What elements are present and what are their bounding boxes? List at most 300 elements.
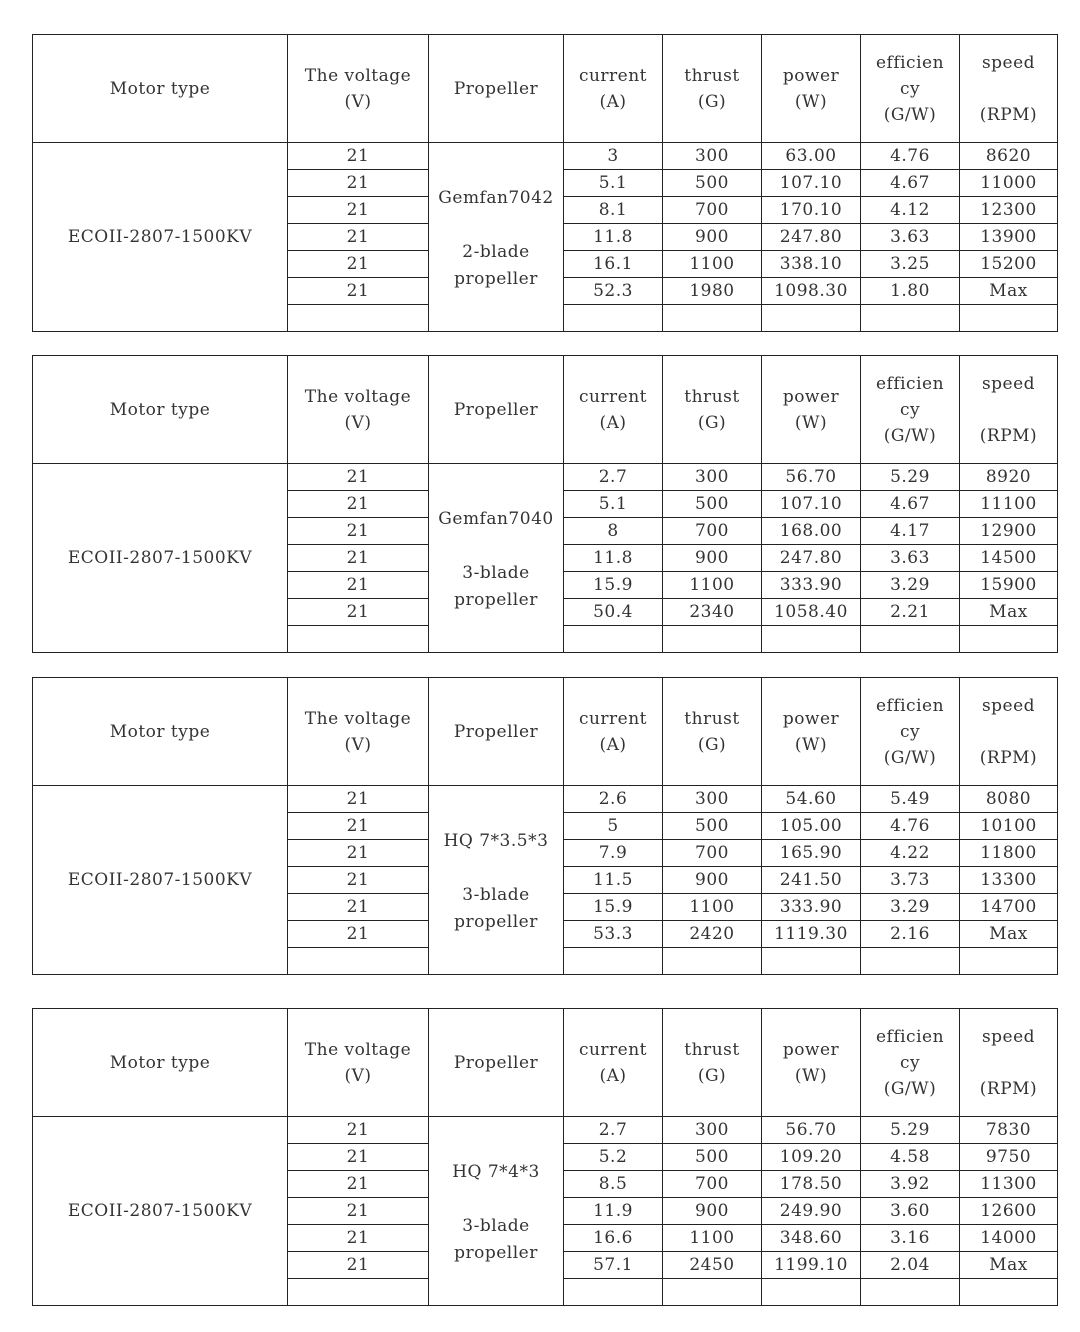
- voltage-cell: 21: [288, 170, 429, 197]
- current-cell: 11.8: [564, 224, 663, 251]
- current-cell: 11.8: [564, 545, 663, 572]
- header-propeller-text: Propeller: [453, 721, 539, 742]
- power-cell: 54.60: [762, 786, 861, 813]
- voltage-cell: 21: [288, 464, 429, 491]
- voltage-cell: 21: [288, 894, 429, 921]
- current-cell: 16.1: [564, 251, 663, 278]
- efficiency-cell: 2.16: [861, 921, 960, 948]
- propeller-label: propeller: [454, 912, 538, 932]
- power-cell: 56.70: [762, 1117, 861, 1144]
- header-power-text: (W): [794, 412, 828, 433]
- speed-cell: 11300: [960, 1171, 1058, 1198]
- header-thrust-text: thrust: [684, 65, 740, 86]
- current-cell: 5: [564, 813, 663, 840]
- motor-type-cell: ECOII-2807-1500KV: [33, 786, 288, 975]
- header-motor-type: [33, 678, 288, 786]
- efficiency-cell: [861, 948, 960, 975]
- efficiency-cell: 2.21: [861, 599, 960, 626]
- header-speed-text: speed: [981, 1026, 1036, 1047]
- power-cell: 247.80: [762, 224, 861, 251]
- thrust-cell: 1100: [663, 251, 762, 278]
- efficiency-cell: [861, 626, 960, 653]
- header-speed-text: (RPM): [979, 425, 1038, 446]
- speed-cell: 14700: [960, 894, 1058, 921]
- speed-cell: 10100: [960, 813, 1058, 840]
- thrust-cell: 300: [663, 464, 762, 491]
- efficiency-cell: 3.25: [861, 251, 960, 278]
- voltage-cell: 21: [288, 1225, 429, 1252]
- thrust-cell: 900: [663, 1198, 762, 1225]
- thrust-cell: 500: [663, 170, 762, 197]
- spacer: [960, 719, 1057, 745]
- header-efficiency-text: efficien: [875, 695, 945, 716]
- current-cell: 8.5: [564, 1171, 663, 1198]
- header-motor-type: [33, 35, 288, 143]
- voltage-cell: 21: [288, 921, 429, 948]
- thrust-cell: 500: [663, 813, 762, 840]
- power-cell: 170.10: [762, 197, 861, 224]
- voltage-cell: 21: [288, 840, 429, 867]
- header-voltage: [288, 678, 429, 786]
- power-cell: 165.90: [762, 840, 861, 867]
- header-thrust-text: (G): [697, 91, 727, 112]
- current-cell: 53.3: [564, 921, 663, 948]
- header-motor-type-text: Motor type: [109, 1052, 211, 1073]
- thrust-cell: 900: [663, 867, 762, 894]
- performance-table: [32, 355, 1058, 653]
- current-cell: 3: [564, 143, 663, 170]
- header-motor-type: [33, 1009, 288, 1117]
- speed-cell: 12600: [960, 1198, 1058, 1225]
- propeller-label: propeller: [454, 269, 538, 289]
- efficiency-cell: 5.49: [861, 786, 960, 813]
- header-current-text: (A): [599, 91, 627, 112]
- current-cell: 5.1: [564, 491, 663, 518]
- power-cell: 168.00: [762, 518, 861, 545]
- header-current: [564, 1009, 663, 1117]
- header-speed: [960, 356, 1058, 464]
- header-efficiency: [861, 35, 960, 143]
- speed-cell: 13300: [960, 867, 1058, 894]
- header-row: [33, 1009, 1058, 1117]
- header-current-text: current: [578, 708, 648, 729]
- thrust-cell: 700: [663, 840, 762, 867]
- header-current-text: (A): [599, 734, 627, 755]
- efficiency-cell: 4.12: [861, 197, 960, 224]
- current-cell: 52.3: [564, 278, 663, 305]
- voltage-cell: 21: [288, 1198, 429, 1225]
- thrust-cell: 700: [663, 1171, 762, 1198]
- speed-cell: 11800: [960, 840, 1058, 867]
- current-cell: [564, 948, 663, 975]
- header-current-text: current: [578, 386, 648, 407]
- header-speed-text: speed: [981, 373, 1036, 394]
- voltage-cell: 21: [288, 143, 429, 170]
- performance-table: [32, 1008, 1058, 1306]
- voltage-cell: 21: [288, 572, 429, 599]
- thrust-cell: 1100: [663, 572, 762, 599]
- header-row: [33, 35, 1058, 143]
- motor-type-cell: ECOII-2807-1500KV: [33, 1117, 288, 1306]
- header-thrust-text: (G): [697, 734, 727, 755]
- header-speed: [960, 35, 1058, 143]
- voltage-cell: 21: [288, 278, 429, 305]
- thrust-cell: [663, 626, 762, 653]
- spacer: [429, 211, 563, 239]
- thrust-cell: 700: [663, 197, 762, 224]
- header-power: [762, 35, 861, 143]
- header-speed-text: (RPM): [979, 747, 1038, 768]
- speed-cell: 8080: [960, 786, 1058, 813]
- table-row: [33, 143, 1058, 170]
- efficiency-cell: 4.67: [861, 491, 960, 518]
- header-row: [33, 356, 1058, 464]
- current-cell: 50.4: [564, 599, 663, 626]
- current-cell: [564, 305, 663, 332]
- power-cell: 63.00: [762, 143, 861, 170]
- efficiency-cell: 4.17: [861, 518, 960, 545]
- header-speed-text: (RPM): [979, 1078, 1038, 1099]
- efficiency-cell: 5.29: [861, 1117, 960, 1144]
- header-voltage-text: (V): [344, 1065, 372, 1086]
- voltage-cell: [288, 948, 429, 975]
- header-motor-type: [33, 356, 288, 464]
- current-cell: 57.1: [564, 1252, 663, 1279]
- thrust-cell: 900: [663, 224, 762, 251]
- propeller-cell: [429, 1117, 564, 1306]
- header-efficiency-text: (G/W): [883, 1078, 937, 1099]
- header-propeller: [429, 1009, 564, 1117]
- power-cell: 1058.40: [762, 599, 861, 626]
- performance-table: [32, 677, 1058, 975]
- header-voltage: [288, 35, 429, 143]
- performance-table: [32, 34, 1058, 332]
- header-voltage-text: The voltage: [304, 65, 412, 86]
- speed-cell: [960, 1279, 1058, 1306]
- power-cell: 178.50: [762, 1171, 861, 1198]
- voltage-cell: 21: [288, 813, 429, 840]
- speed-cell: 8620: [960, 143, 1058, 170]
- header-efficiency: [861, 356, 960, 464]
- header-power: [762, 678, 861, 786]
- header-row: [33, 678, 1058, 786]
- propeller-blades: 3-blade: [462, 1216, 530, 1236]
- efficiency-cell: 4.22: [861, 840, 960, 867]
- voltage-cell: [288, 626, 429, 653]
- header-speed-text: speed: [981, 695, 1036, 716]
- current-cell: 15.9: [564, 572, 663, 599]
- header-thrust: [663, 1009, 762, 1117]
- header-thrust: [663, 356, 762, 464]
- header-efficiency-text: cy: [899, 78, 921, 99]
- speed-cell: 15900: [960, 572, 1058, 599]
- header-efficiency-text: (G/W): [883, 104, 937, 125]
- propeller-name: Gemfan7042: [438, 188, 554, 208]
- thrust-cell: 300: [663, 786, 762, 813]
- header-current: [564, 356, 663, 464]
- header-current-text: current: [578, 65, 648, 86]
- thrust-cell: 1980: [663, 278, 762, 305]
- header-speed-text: (RPM): [979, 104, 1038, 125]
- current-cell: 2.7: [564, 1117, 663, 1144]
- header-thrust-text: (G): [697, 412, 727, 433]
- speed-cell: 14000: [960, 1225, 1058, 1252]
- header-propeller-text: Propeller: [453, 399, 539, 420]
- current-cell: 2.7: [564, 464, 663, 491]
- speed-cell: 7830: [960, 1117, 1058, 1144]
- speed-cell: 12300: [960, 197, 1058, 224]
- speed-cell: Max: [960, 921, 1058, 948]
- header-current-text: (A): [599, 412, 627, 433]
- voltage-cell: 21: [288, 786, 429, 813]
- header-voltage-text: (V): [344, 91, 372, 112]
- current-cell: 15.9: [564, 894, 663, 921]
- power-cell: 107.10: [762, 170, 861, 197]
- current-cell: 8: [564, 518, 663, 545]
- header-efficiency-text: cy: [899, 399, 921, 420]
- current-cell: 8.1: [564, 197, 663, 224]
- power-cell: 1119.30: [762, 921, 861, 948]
- spacer: [960, 397, 1057, 423]
- table-row: [33, 464, 1058, 491]
- speed-cell: [960, 626, 1058, 653]
- header-motor-type-text: Motor type: [109, 78, 211, 99]
- thrust-cell: 2450: [663, 1252, 762, 1279]
- voltage-cell: 21: [288, 197, 429, 224]
- header-voltage-text: The voltage: [304, 708, 412, 729]
- voltage-cell: 21: [288, 491, 429, 518]
- voltage-cell: 21: [288, 1252, 429, 1279]
- header-efficiency-text: (G/W): [883, 425, 937, 446]
- propeller-blades: 2-blade: [462, 242, 530, 262]
- power-cell: 338.10: [762, 251, 861, 278]
- power-cell: [762, 948, 861, 975]
- thrust-cell: 700: [663, 518, 762, 545]
- voltage-cell: 21: [288, 1117, 429, 1144]
- motor-type-cell: ECOII-2807-1500KV: [33, 143, 288, 332]
- efficiency-cell: 3.73: [861, 867, 960, 894]
- header-thrust: [663, 678, 762, 786]
- header-efficiency: [861, 1009, 960, 1117]
- voltage-cell: 21: [288, 251, 429, 278]
- power-cell: 333.90: [762, 894, 861, 921]
- propeller-cell: [429, 143, 564, 332]
- header-current-text: current: [578, 1039, 648, 1060]
- current-cell: 5.2: [564, 1144, 663, 1171]
- header-voltage-text: The voltage: [304, 1039, 412, 1060]
- current-cell: 5.1: [564, 170, 663, 197]
- header-propeller-text: Propeller: [453, 1052, 539, 1073]
- power-cell: 56.70: [762, 464, 861, 491]
- propeller-name: Gemfan7040: [438, 509, 554, 529]
- speed-cell: Max: [960, 278, 1058, 305]
- header-power-text: (W): [794, 91, 828, 112]
- propeller-cell: [429, 464, 564, 653]
- header-thrust-text: thrust: [684, 386, 740, 407]
- power-cell: 241.50: [762, 867, 861, 894]
- header-efficiency-text: cy: [899, 721, 921, 742]
- voltage-cell: [288, 305, 429, 332]
- speed-cell: 13900: [960, 224, 1058, 251]
- efficiency-cell: 4.76: [861, 143, 960, 170]
- spacer: [960, 76, 1057, 102]
- current-cell: [564, 1279, 663, 1306]
- speed-cell: 9750: [960, 1144, 1058, 1171]
- power-cell: [762, 626, 861, 653]
- header-voltage-text: (V): [344, 734, 372, 755]
- voltage-cell: 21: [288, 867, 429, 894]
- efficiency-cell: [861, 305, 960, 332]
- voltage-cell: 21: [288, 518, 429, 545]
- efficiency-cell: 3.63: [861, 545, 960, 572]
- header-speed: [960, 1009, 1058, 1117]
- power-cell: 247.80: [762, 545, 861, 572]
- thrust-cell: 2340: [663, 599, 762, 626]
- header-thrust-text: thrust: [684, 708, 740, 729]
- header-thrust-text: (G): [697, 1065, 727, 1086]
- efficiency-cell: 4.76: [861, 813, 960, 840]
- header-efficiency-text: cy: [899, 1052, 921, 1073]
- spacer: [960, 1050, 1057, 1076]
- thrust-cell: [663, 305, 762, 332]
- speed-cell: 14500: [960, 545, 1058, 572]
- power-cell: 333.90: [762, 572, 861, 599]
- propeller-blades: 3-blade: [462, 885, 530, 905]
- voltage-cell: 21: [288, 599, 429, 626]
- current-cell: 11.9: [564, 1198, 663, 1225]
- table-row: [33, 786, 1058, 813]
- propeller-label: propeller: [454, 590, 538, 610]
- thrust-cell: 900: [663, 545, 762, 572]
- header-current: [564, 35, 663, 143]
- header-speed-text: speed: [981, 52, 1036, 73]
- header-motor-type-text: Motor type: [109, 721, 211, 742]
- header-efficiency-text: efficien: [875, 1026, 945, 1047]
- spacer: [429, 854, 563, 882]
- voltage-cell: 21: [288, 545, 429, 572]
- propeller-name: HQ 7*4*3: [452, 1162, 540, 1182]
- power-cell: 1199.10: [762, 1252, 861, 1279]
- voltage-cell: 21: [288, 224, 429, 251]
- speed-cell: [960, 948, 1058, 975]
- header-thrust: [663, 35, 762, 143]
- table-row: [33, 1117, 1058, 1144]
- efficiency-cell: 4.67: [861, 170, 960, 197]
- current-cell: 2.6: [564, 786, 663, 813]
- efficiency-cell: 3.63: [861, 224, 960, 251]
- thrust-cell: 300: [663, 143, 762, 170]
- efficiency-cell: [861, 1279, 960, 1306]
- thrust-cell: 1100: [663, 894, 762, 921]
- thrust-cell: 300: [663, 1117, 762, 1144]
- header-efficiency-text: efficien: [875, 52, 945, 73]
- speed-cell: 11000: [960, 170, 1058, 197]
- thrust-cell: 500: [663, 1144, 762, 1171]
- power-cell: 249.90: [762, 1198, 861, 1225]
- header-power-text: power: [782, 1039, 840, 1060]
- header-power: [762, 1009, 861, 1117]
- thrust-cell: [663, 948, 762, 975]
- header-power-text: power: [782, 65, 840, 86]
- header-voltage-text: The voltage: [304, 386, 412, 407]
- efficiency-cell: 3.29: [861, 894, 960, 921]
- power-cell: 109.20: [762, 1144, 861, 1171]
- header-motor-type-text: Motor type: [109, 399, 211, 420]
- voltage-cell: 21: [288, 1171, 429, 1198]
- spacer: [429, 532, 563, 560]
- efficiency-cell: 5.29: [861, 464, 960, 491]
- voltage-cell: [288, 1279, 429, 1306]
- power-cell: [762, 305, 861, 332]
- header-voltage-text: (V): [344, 412, 372, 433]
- thrust-cell: 2420: [663, 921, 762, 948]
- current-cell: 16.6: [564, 1225, 663, 1252]
- header-propeller: [429, 35, 564, 143]
- header-voltage: [288, 356, 429, 464]
- current-cell: [564, 626, 663, 653]
- header-thrust-text: thrust: [684, 1039, 740, 1060]
- header-efficiency-text: efficien: [875, 373, 945, 394]
- power-cell: 105.00: [762, 813, 861, 840]
- voltage-cell: 21: [288, 1144, 429, 1171]
- motor-type-cell: ECOII-2807-1500KV: [33, 464, 288, 653]
- propeller-label: propeller: [454, 1243, 538, 1263]
- speed-cell: 12900: [960, 518, 1058, 545]
- speed-cell: 8920: [960, 464, 1058, 491]
- power-cell: 107.10: [762, 491, 861, 518]
- header-speed: [960, 678, 1058, 786]
- spacer: [429, 1185, 563, 1213]
- efficiency-cell: 3.60: [861, 1198, 960, 1225]
- thrust-cell: 500: [663, 491, 762, 518]
- header-current: [564, 678, 663, 786]
- header-propeller-text: Propeller: [453, 78, 539, 99]
- header-power-text: power: [782, 708, 840, 729]
- header-propeller: [429, 356, 564, 464]
- propeller-name: HQ 7*3.5*3: [443, 831, 549, 851]
- efficiency-cell: 3.16: [861, 1225, 960, 1252]
- speed-cell: Max: [960, 599, 1058, 626]
- header-efficiency-text: (G/W): [883, 747, 937, 768]
- efficiency-cell: 3.92: [861, 1171, 960, 1198]
- header-power-text: (W): [794, 734, 828, 755]
- header-power: [762, 356, 861, 464]
- header-voltage: [288, 1009, 429, 1117]
- efficiency-cell: 2.04: [861, 1252, 960, 1279]
- efficiency-cell: 4.58: [861, 1144, 960, 1171]
- current-cell: 7.9: [564, 840, 663, 867]
- thrust-cell: 1100: [663, 1225, 762, 1252]
- thrust-cell: [663, 1279, 762, 1306]
- current-cell: 11.5: [564, 867, 663, 894]
- propeller-cell: [429, 786, 564, 975]
- speed-cell: [960, 305, 1058, 332]
- efficiency-cell: 1.80: [861, 278, 960, 305]
- speed-cell: 15200: [960, 251, 1058, 278]
- power-cell: [762, 1279, 861, 1306]
- header-efficiency: [861, 678, 960, 786]
- efficiency-cell: 3.29: [861, 572, 960, 599]
- power-cell: 348.60: [762, 1225, 861, 1252]
- power-cell: 1098.30: [762, 278, 861, 305]
- header-propeller: [429, 678, 564, 786]
- speed-cell: 11100: [960, 491, 1058, 518]
- speed-cell: Max: [960, 1252, 1058, 1279]
- propeller-blades: 3-blade: [462, 563, 530, 583]
- header-power-text: power: [782, 386, 840, 407]
- header-current-text: (A): [599, 1065, 627, 1086]
- header-power-text: (W): [794, 1065, 828, 1086]
